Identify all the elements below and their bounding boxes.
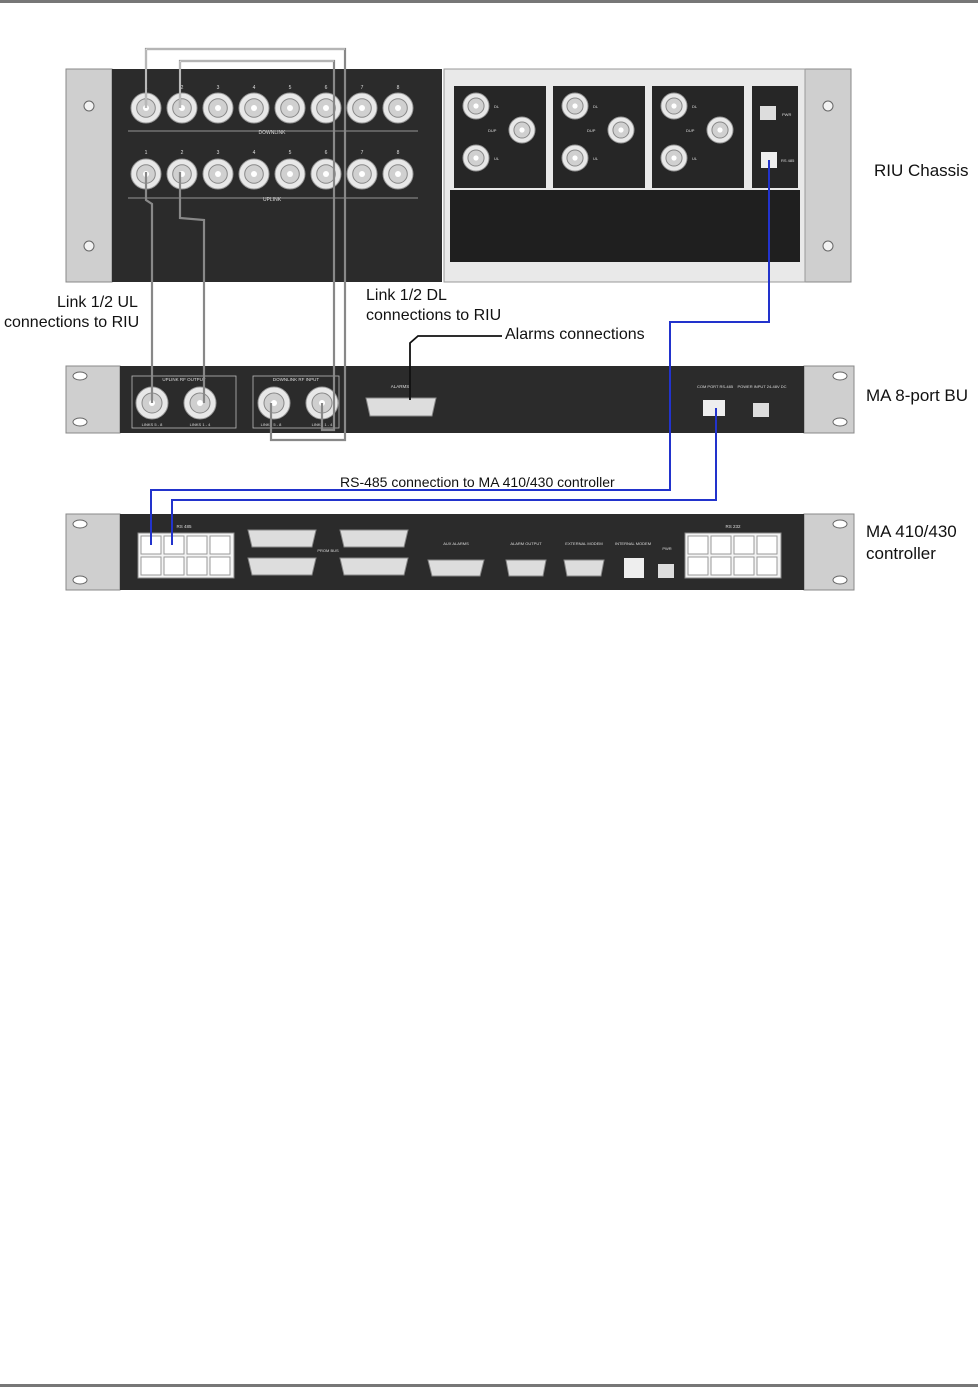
- prom-bus-connector: [340, 558, 408, 575]
- riu-downlink-port: [275, 93, 305, 123]
- riu-port-number: 2: [180, 150, 184, 156]
- rack-slot: [73, 418, 87, 426]
- rack-slot: [833, 418, 847, 426]
- riu-uplink-port: [311, 159, 341, 189]
- ctrl-rs485-label: RS 485: [176, 524, 192, 529]
- ctrl-rs232-label: RS 232: [725, 524, 741, 529]
- riu-downlink-port: [311, 93, 341, 123]
- link-dl-callout-2: connections to RIU: [366, 307, 502, 324]
- riu-control-module: [752, 86, 798, 188]
- bu-com-port-label: COM PORT RS-485: [696, 384, 734, 389]
- rj45-port: [757, 557, 777, 575]
- bu-power-label: POWER INPUT 24-48V DC: [737, 384, 787, 389]
- bu-uplink-label: UPLINK RF OUTPUT: [162, 377, 206, 382]
- riu-uplink-port: [383, 159, 413, 189]
- rj45-port: [757, 536, 777, 554]
- rj45-port: [164, 536, 184, 554]
- riu-pwr-label: PWR: [782, 112, 792, 117]
- riu-module-port-label: DUP: [488, 128, 497, 133]
- riu-module-port-label: DUP: [587, 128, 596, 133]
- riu-port-number: 4: [252, 150, 256, 156]
- rj45-port: [210, 557, 230, 575]
- rack-slot: [833, 576, 847, 584]
- rack-slot: [73, 520, 87, 528]
- prom-bus-connector: [248, 558, 316, 575]
- riu-module-port-label: DL: [692, 104, 698, 109]
- riu-port-number: 7: [360, 85, 364, 91]
- bu-alarms-label: ALARMS: [390, 384, 410, 389]
- riu-downlink-port: [203, 93, 233, 123]
- riu-port-number: 6: [324, 85, 328, 91]
- riu-module-bay-lower: [450, 190, 800, 262]
- rack-screw: [823, 241, 833, 251]
- ctrl-pwr-connector: [658, 564, 674, 578]
- riu-chassis-label: RIU Chassis: [874, 161, 969, 180]
- rack-screw: [823, 101, 833, 111]
- riu-module-port-label: UL: [593, 156, 599, 161]
- link-dl-callout-1: Link 1/2 DL: [366, 287, 447, 304]
- riu-pwr-connector: [760, 106, 776, 120]
- bu-com-port: [703, 400, 725, 416]
- riu-port-number: 2: [180, 85, 184, 91]
- link-ul-callout-2: connections to RIU: [4, 314, 140, 331]
- riu-port-number: 7: [360, 150, 364, 156]
- rack-slot: [73, 372, 87, 380]
- rj45-port: [734, 557, 754, 575]
- riu-uplink-port: [275, 159, 305, 189]
- ctrl-external-modem-connector: [564, 560, 604, 576]
- riu-port-number: 3: [216, 85, 220, 91]
- riu-downlink-port: [167, 93, 197, 123]
- riu-module-port-label: UL: [494, 156, 500, 161]
- riu-module-dup-port: [608, 117, 634, 143]
- ctrl-aux-alarms-label: AUX ALARMS: [443, 541, 469, 546]
- controller-label-2: controller: [866, 544, 936, 563]
- riu-module-dup-port: [707, 117, 733, 143]
- rack-screw: [84, 101, 94, 111]
- riu-uplink-port: [203, 159, 233, 189]
- rack-slot: [833, 372, 847, 380]
- rack-slot: [833, 520, 847, 528]
- rj45-port: [688, 536, 708, 554]
- riu-module-dup-port: [509, 117, 535, 143]
- rj45-port: [187, 536, 207, 554]
- rack-screw: [84, 241, 94, 251]
- bu-links-1-4-dl: LINKS 1 - 4: [311, 422, 333, 427]
- ctrl-internal-modem-port: [624, 558, 644, 578]
- rj45-port: [734, 536, 754, 554]
- rs485-callout: RS-485 connection to MA 410/430 controller: [340, 474, 615, 490]
- uplink-label: UPLINK: [262, 197, 282, 203]
- riu-uplink-port: [239, 159, 269, 189]
- bu-power-connector: [753, 403, 769, 417]
- bu-links-5-8: LINKS 5 - 8: [141, 422, 163, 427]
- riu-module-port-label: DL: [593, 104, 599, 109]
- riu-module-ul-port: [562, 145, 588, 171]
- bu-rf-connector: [258, 387, 290, 419]
- bottom-rule: [0, 1384, 978, 1387]
- riu-module-ul-port: [661, 145, 687, 171]
- bu-unit: [66, 366, 854, 433]
- riu-rs485-label: RS 485: [781, 158, 795, 163]
- prom-bus-connector: [340, 530, 408, 547]
- riu-port-number: 8: [396, 150, 400, 156]
- riu-port-number: 5: [288, 150, 292, 156]
- rack-slot: [73, 576, 87, 584]
- ctrl-alarm-output-label: ALARM OUTPUT: [510, 541, 542, 546]
- riu-port-number: 3: [216, 150, 220, 156]
- riu-port-number: 6: [324, 150, 328, 156]
- rj45-port: [688, 557, 708, 575]
- riu-port-number: 8: [396, 85, 400, 91]
- bu-alarms-connector: [366, 398, 436, 416]
- riu-module-ul-port: [463, 145, 489, 171]
- top-rule: [0, 0, 978, 3]
- riu-port-number: 4: [252, 85, 256, 91]
- riu-downlink-port: [239, 93, 269, 123]
- link-ul-callout-1: Link 1/2 UL: [57, 294, 138, 311]
- ctrl-external-modem-label: EXTERNAL MODEM: [565, 541, 603, 546]
- riu-module-port-label: DL: [494, 104, 500, 109]
- connection-diagram: [0, 40, 978, 605]
- bu-downlink-label: DOWNLINK RF INPUT: [272, 377, 320, 382]
- riu-uplink-port: [167, 159, 197, 189]
- ctrl-internal-modem-label: INTERNAL MODEM: [614, 541, 652, 546]
- riu-uplink-port: [347, 159, 377, 189]
- ctrl-prom-bus-label: PROM BUS: [317, 548, 339, 553]
- downlink-label: DOWNLINK: [258, 130, 286, 136]
- rj45-port: [711, 557, 731, 575]
- rj45-port: [210, 536, 230, 554]
- bu-rf-connector: [184, 387, 216, 419]
- riu-downlink-port: [347, 93, 377, 123]
- riu-port-number: 5: [288, 85, 292, 91]
- ctrl-alarm-output-connector: [506, 560, 546, 576]
- ctrl-pwr-label: PWR: [662, 546, 672, 551]
- controller-unit: [66, 514, 854, 590]
- rj45-port: [187, 557, 207, 575]
- rj45-port: [164, 557, 184, 575]
- riu-chassis: [66, 69, 851, 282]
- bu-links-5-8-dl: LINKS 5 - 8: [260, 422, 282, 427]
- ctrl-aux-alarms-connector: [428, 560, 484, 576]
- controller-label-1: MA 410/430: [866, 522, 957, 541]
- bu-links-1-4: LINKS 1 - 4: [189, 422, 211, 427]
- riu-module-dl-port: [463, 93, 489, 119]
- bu-label: MA 8-port BU: [866, 386, 969, 405]
- riu-downlink-port: [383, 93, 413, 123]
- prom-bus-connector: [248, 530, 316, 547]
- riu-module-dl-port: [562, 93, 588, 119]
- alarms-callout: Alarms connections: [505, 326, 645, 343]
- riu-port-number: 1: [144, 85, 148, 91]
- riu-module-port-label: UL: [692, 156, 698, 161]
- riu-module-dl-port: [661, 93, 687, 119]
- rj45-port: [141, 557, 161, 575]
- rj45-port: [711, 536, 731, 554]
- riu-port-number: 1: [144, 150, 148, 156]
- riu-module-port-label: DUP: [686, 128, 695, 133]
